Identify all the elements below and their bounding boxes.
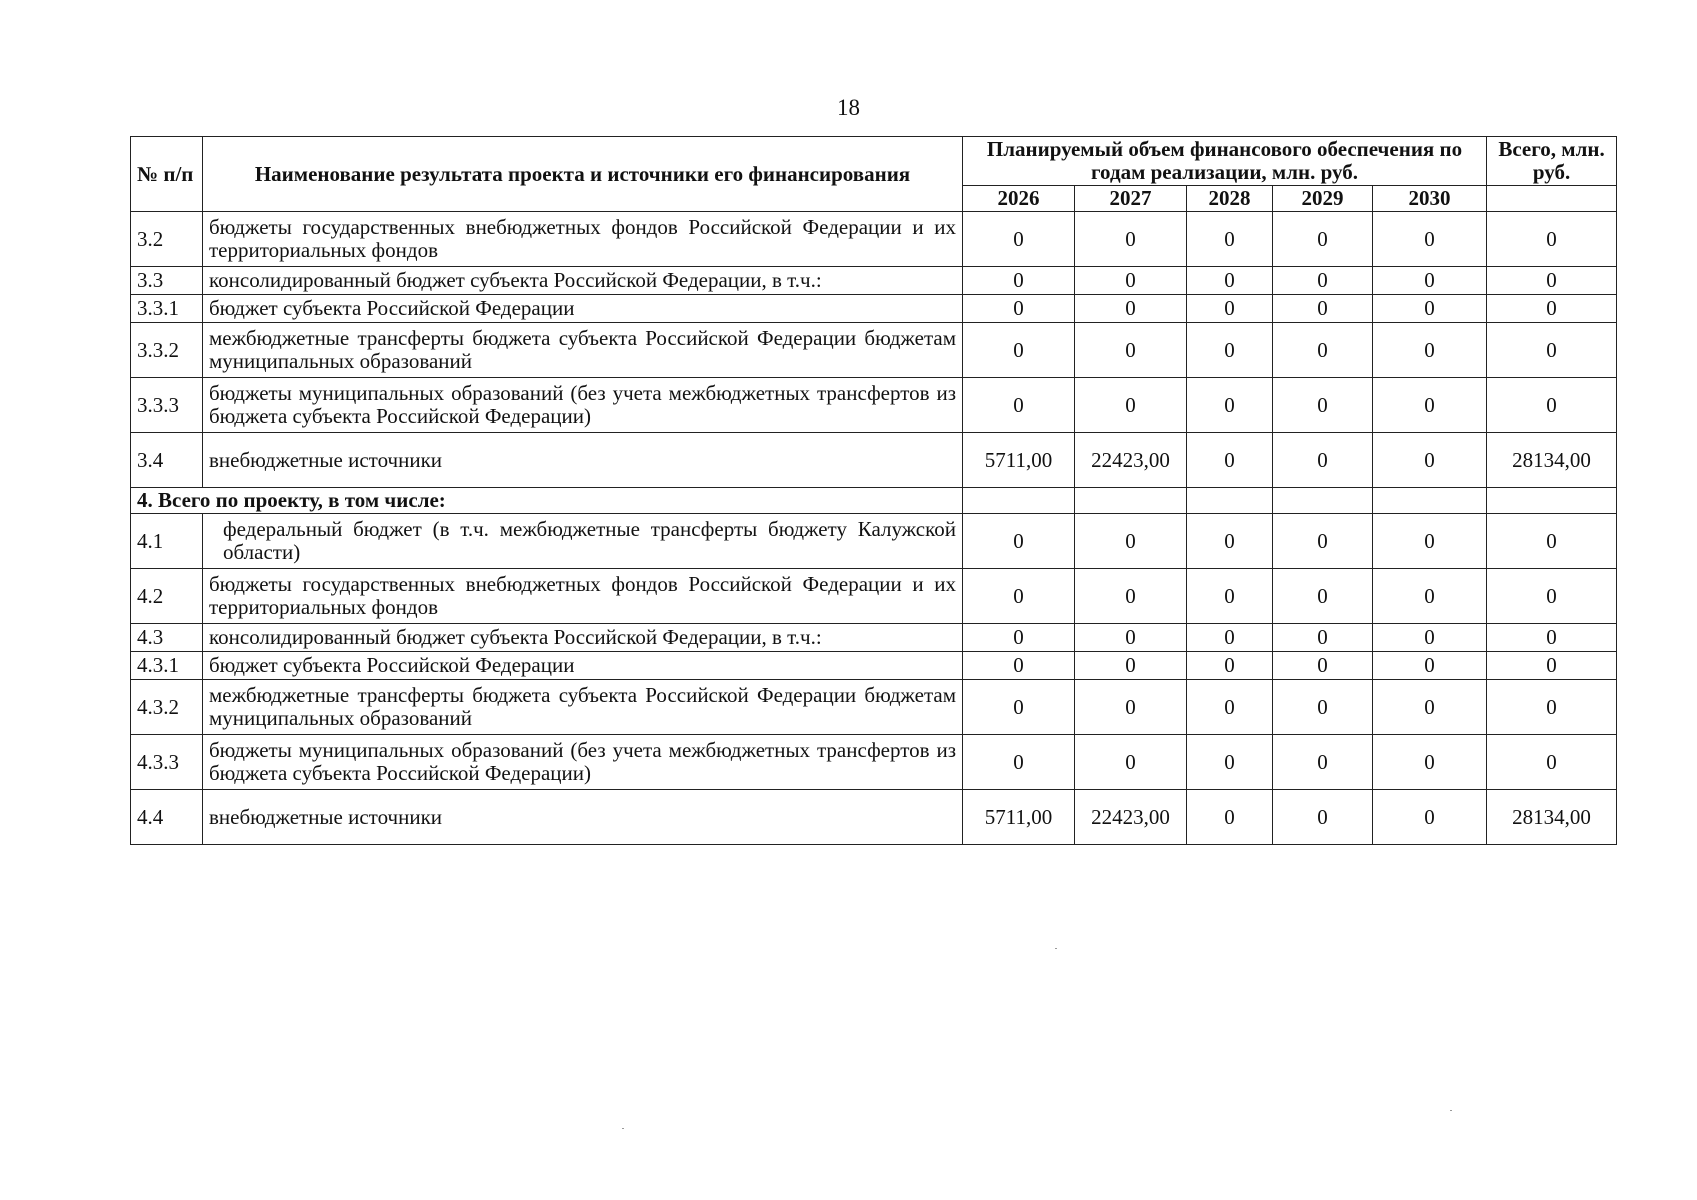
row-total: 0: [1487, 624, 1617, 652]
row-value: 0: [963, 267, 1075, 295]
row-value: 0: [1273, 652, 1373, 680]
header-planned: Планируемый объем финансового обеспечения по годам реализации, млн. руб.: [963, 137, 1487, 186]
row-value: 0: [963, 652, 1075, 680]
row-value: 0: [1273, 514, 1373, 569]
table-row: [131, 267, 1617, 295]
table-row: [131, 212, 1617, 267]
row-number: 4.3.1: [131, 652, 203, 680]
header-year: 2028: [1187, 186, 1273, 212]
row-name: консолидированный бюджет субъекта Российской Федерации, в т.ч.:: [203, 624, 963, 652]
row-value: 0: [1187, 680, 1273, 735]
row-value: 0: [1187, 212, 1273, 267]
row-value: 0: [963, 323, 1075, 378]
row-value: 0: [1273, 433, 1373, 488]
section-cell: [963, 488, 1075, 514]
page-number: 18: [837, 95, 860, 120]
row-total: 0: [1487, 735, 1617, 790]
row-value: 0: [1273, 378, 1373, 433]
header-total-blank: [1487, 186, 1617, 212]
scan-speck: [1450, 1110, 1452, 1111]
row-value: 0: [963, 680, 1075, 735]
row-name: бюджеты муниципальных образований (без учета межбюджетных трансфертов из бюджета субъекта Российской Федерации): [203, 735, 963, 790]
row-value: 0: [963, 212, 1075, 267]
table-row: [131, 514, 1617, 569]
row-value: 0: [1273, 212, 1373, 267]
row-value: 0: [963, 735, 1075, 790]
row-number: 3.4: [131, 433, 203, 488]
row-value: 0: [1373, 569, 1487, 624]
row-total: 0: [1487, 514, 1617, 569]
row-value: 0: [1273, 569, 1373, 624]
row-value: 22423,00: [1075, 790, 1187, 845]
row-value: 0: [1273, 624, 1373, 652]
row-value: 0: [963, 569, 1075, 624]
row-number: 3.3.2: [131, 323, 203, 378]
section-cell: [1487, 488, 1617, 514]
row-total: 0: [1487, 295, 1617, 323]
table-row: [131, 652, 1617, 680]
section-cell: [1075, 488, 1187, 514]
table-row: [131, 378, 1617, 433]
row-number: 4.3: [131, 624, 203, 652]
row-name: межбюджетные трансферты бюджета субъекта Российской Федерации бюджетам муниципальных образований: [203, 680, 963, 735]
row-value: 0: [963, 624, 1075, 652]
row-value: 0: [1273, 267, 1373, 295]
row-value: 5711,00: [963, 433, 1075, 488]
section-cell: [1373, 488, 1487, 514]
header-total: Всего, млн. руб.: [1487, 137, 1617, 186]
row-name: бюджеты муниципальных образований (без учета межбюджетных трансфертов из бюджета субъекта Российской Федерации): [203, 378, 963, 433]
table-row: [131, 569, 1617, 624]
row-value: 0: [1075, 735, 1187, 790]
table-row: [131, 735, 1617, 790]
table-row: [131, 790, 1617, 845]
table-row: [131, 323, 1617, 378]
row-total: 28134,00: [1487, 433, 1617, 488]
row-value: 0: [1373, 323, 1487, 378]
row-value: 0: [1075, 569, 1187, 624]
row-value: 0: [1373, 267, 1487, 295]
row-value: 22423,00: [1075, 433, 1187, 488]
row-total: 0: [1487, 680, 1617, 735]
row-number: 3.3.3: [131, 378, 203, 433]
row-total: 0: [1487, 378, 1617, 433]
row-value: 0: [1187, 652, 1273, 680]
scan-speck: [1055, 948, 1057, 949]
row-value: 0: [1187, 569, 1273, 624]
row-value: 0: [1075, 680, 1187, 735]
row-value: 0: [1373, 212, 1487, 267]
section-cell: [1273, 488, 1373, 514]
row-name: консолидированный бюджет субъекта Российской Федерации, в т.ч.:: [203, 267, 963, 295]
row-value: 0: [1075, 624, 1187, 652]
row-value: 0: [1187, 295, 1273, 323]
row-name: федеральный бюджет (в т.ч. межбюджетные трансферты бюджету Калужской области): [203, 514, 963, 569]
row-value: 0: [1373, 514, 1487, 569]
row-total: 28134,00: [1487, 790, 1617, 845]
row-value: 0: [1187, 323, 1273, 378]
row-value: 0: [1187, 378, 1273, 433]
row-name: межбюджетные трансферты бюджета субъекта Российской Федерации бюджетам муниципальных образований: [203, 323, 963, 378]
row-total: 0: [1487, 212, 1617, 267]
row-name: бюджет субъекта Российской Федерации: [203, 652, 963, 680]
header-year: 2030: [1373, 186, 1487, 212]
row-value: 0: [1075, 514, 1187, 569]
row-total: 0: [1487, 569, 1617, 624]
row-value: 0: [1075, 267, 1187, 295]
row-value: 0: [1373, 735, 1487, 790]
row-value: 0: [963, 378, 1075, 433]
table-row: [131, 680, 1617, 735]
row-name: бюджеты государственных внебюджетных фондов Российской Федерации и их территориальных фондов: [203, 569, 963, 624]
header-year: 2026: [963, 186, 1075, 212]
section-title: 4. Всего по проекту, в том числе:: [131, 488, 963, 514]
row-value: 0: [1075, 295, 1187, 323]
row-number: 4.3.3: [131, 735, 203, 790]
row-value: 0: [1373, 433, 1487, 488]
row-value: 0: [1187, 790, 1273, 845]
row-name: бюджет субъекта Российской Федерации: [203, 295, 963, 323]
table-row: [131, 433, 1617, 488]
row-name: внебюджетные источники: [203, 433, 963, 488]
row-name: внебюджетные источники: [203, 790, 963, 845]
row-value: 0: [963, 295, 1075, 323]
row-value: 0: [1273, 790, 1373, 845]
table-row: [131, 624, 1617, 652]
row-number: 4.3.2: [131, 680, 203, 735]
row-total: 0: [1487, 267, 1617, 295]
row-value: 5711,00: [963, 790, 1075, 845]
row-value: 0: [1273, 323, 1373, 378]
section-row: [131, 488, 1617, 514]
row-total: 0: [1487, 652, 1617, 680]
header-year: 2027: [1075, 186, 1187, 212]
row-total: 0: [1487, 323, 1617, 378]
row-value: 0: [1373, 790, 1487, 845]
table-row: [131, 295, 1617, 323]
row-value: 0: [1075, 212, 1187, 267]
row-value: 0: [963, 514, 1075, 569]
scan-speck: [622, 1128, 624, 1129]
row-value: 0: [1273, 680, 1373, 735]
row-value: 0: [1273, 295, 1373, 323]
row-value: 0: [1075, 652, 1187, 680]
header-no: № п/п: [131, 137, 203, 212]
row-number: 4.4: [131, 790, 203, 845]
row-number: 4.1: [131, 514, 203, 569]
row-value: 0: [1187, 267, 1273, 295]
row-value: 0: [1373, 680, 1487, 735]
row-number: 4.2: [131, 569, 203, 624]
section-cell: [1187, 488, 1273, 514]
row-value: 0: [1373, 652, 1487, 680]
row-number: 3.3: [131, 267, 203, 295]
financing-table: [130, 136, 1617, 845]
row-value: 0: [1187, 514, 1273, 569]
row-number: 3.3.1: [131, 295, 203, 323]
row-value: 0: [1373, 624, 1487, 652]
row-value: 0: [1273, 735, 1373, 790]
row-value: 0: [1373, 378, 1487, 433]
header-name: Наименование результата проекта и источники его финансирования: [203, 137, 963, 212]
row-value: 0: [1075, 378, 1187, 433]
row-name: бюджеты государственных внебюджетных фондов Российской Федерации и их территориальных фондов: [203, 212, 963, 267]
header-year: 2029: [1273, 186, 1373, 212]
row-value: 0: [1187, 433, 1273, 488]
row-value: 0: [1373, 295, 1487, 323]
row-value: 0: [1075, 323, 1187, 378]
row-number: 3.2: [131, 212, 203, 267]
row-value: 0: [1187, 735, 1273, 790]
row-value: 0: [1187, 624, 1273, 652]
